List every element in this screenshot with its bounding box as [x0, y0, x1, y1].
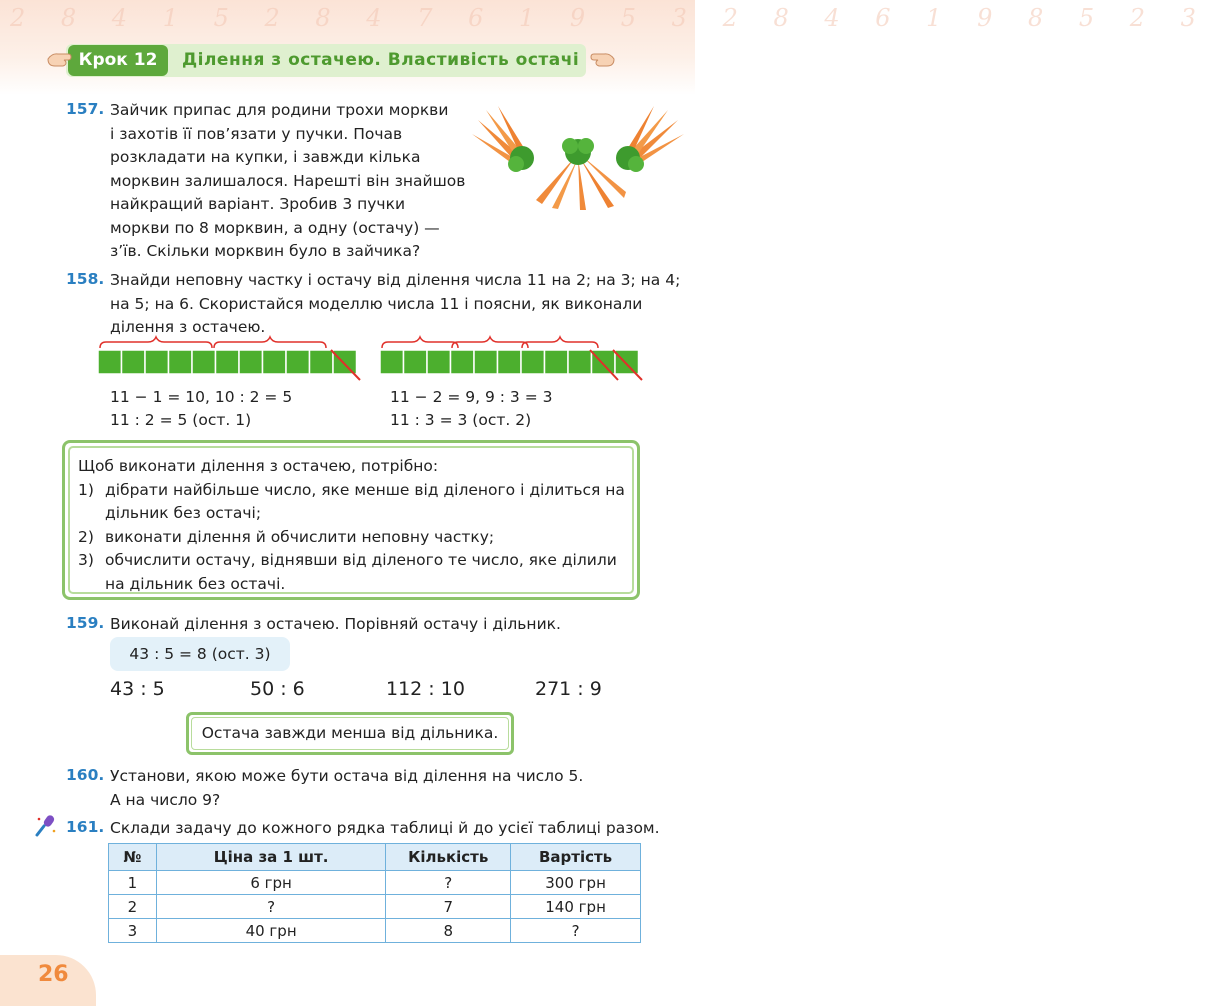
exercise-159-text	[110, 613, 561, 637]
left-model-equation-2: 11 : 2 = 5 (ост. 1)	[110, 411, 252, 429]
rule-item-3	[78, 549, 623, 596]
rule-item-2	[78, 526, 623, 550]
column-header: Кількість	[386, 844, 511, 871]
pointing-hand-left-icon	[44, 45, 74, 75]
table-cell: 1	[109, 871, 157, 895]
task-1: 43 : 5	[110, 678, 165, 700]
rule-item-number: 2)	[78, 527, 94, 546]
rule-item-number: 1)	[78, 480, 94, 499]
example-pill: 43 : 5 = 8 (ост. 3)	[110, 637, 290, 671]
task-2: 50 : 6	[250, 678, 305, 700]
exercise-161-text	[110, 817, 660, 841]
carrot-bunch-middle	[536, 138, 626, 210]
exercise-number-157: 157.	[66, 100, 105, 118]
text-line: виконати ділення й обчислити неповну частку;	[105, 527, 495, 546]
exercise-number-161: 161.	[66, 818, 105, 836]
table-cell: ?	[386, 871, 511, 895]
column-header: Ціна за 1 шт.	[156, 844, 385, 871]
division-rule	[78, 455, 623, 596]
table-row	[109, 895, 641, 919]
text-line: Склади задачу до кожного рядка таблиці й до усієї таблиці разом.	[110, 819, 660, 837]
table-cell: 3	[109, 919, 157, 943]
text-line: Виконай ділення з остачею. Порівняй остачу і дільник.	[110, 615, 561, 633]
column-header: №	[109, 844, 157, 871]
table-cell: 6 грн	[156, 871, 385, 895]
table-cell: 300 грн	[511, 871, 641, 895]
number-11-model-div-3	[378, 336, 644, 384]
text-line: морквин залишалося. Нарешті він знайшов	[110, 171, 466, 190]
text-line: з’їв. Скільки морквин було в зайчика?	[110, 242, 421, 260]
remainder-note: Остача завжди менша від дільника.	[191, 717, 509, 750]
background-digits: 2 8 4 1 5 2 8 4 7 6 1 9 5 3 2 8 4 6 1 9 8 5 2 3	[10, 4, 1210, 32]
text-line: ділення з остачею.	[110, 318, 266, 336]
pointing-hand-right-icon	[588, 45, 618, 75]
task-4: 271 : 9	[535, 678, 602, 700]
carrot-bunches-illustration	[468, 100, 688, 210]
text-line: обчислити остачу, віднявши від діленого те число, яке ділили	[105, 551, 617, 569]
column-header: Вартість	[511, 844, 641, 871]
table-row	[109, 871, 641, 895]
text-line: розкладати на купки, і завжди кілька	[110, 148, 421, 166]
text-line: найкращий варіант. Зробив 3 пучки	[110, 195, 406, 213]
left-model-equation-1: 11 − 1 = 10, 10 : 2 = 5	[110, 388, 293, 406]
table-cell: 2	[109, 895, 157, 919]
step-badge: Крок 12	[68, 45, 168, 76]
rule-intro: Щоб виконати ділення з остачею, потрібно:	[78, 457, 439, 475]
exercise-number-158: 158.	[66, 270, 105, 288]
text-line: Установи, якою може бути остача від ділення на число 5.	[110, 767, 584, 785]
text-line: Знайди неповну частку і остачу від ділення числа 11 на 2; на 3; на 4;	[110, 271, 681, 289]
table-cell: 8	[386, 919, 511, 943]
text-line: на дільник без остачі.	[105, 574, 286, 593]
exercise-160-text	[110, 765, 583, 812]
table-cell: 7	[386, 895, 511, 919]
rule-item-number: 3)	[78, 551, 94, 569]
text-line: дільник без остачі;	[105, 504, 262, 522]
table-cell: ?	[156, 895, 385, 919]
task-3: 112 : 10	[386, 678, 465, 700]
exercise-number-159: 159.	[66, 614, 105, 632]
rule-item-1	[78, 479, 623, 526]
text-line: А на число 9?	[110, 790, 221, 809]
microphone-icon	[34, 813, 58, 837]
table-cell: ?	[511, 919, 641, 943]
exercise-158-text	[110, 269, 680, 340]
text-line: Зайчик припас для родини трохи моркви	[110, 101, 449, 119]
table-header-row	[109, 844, 641, 871]
exercise-157-text	[110, 99, 465, 264]
price-table	[108, 843, 641, 943]
table-cell: 140 грн	[511, 895, 641, 919]
right-model-equation-1: 11 − 2 = 9, 9 : 3 = 3	[390, 388, 553, 406]
text-line: і захотів її пов’язати у пучки. Почав	[110, 124, 403, 143]
lesson-title: Ділення з остачею. Властивість остачі	[182, 50, 580, 70]
exercise-number-160: 160.	[66, 766, 105, 784]
carrot-bunch-right	[616, 106, 684, 172]
table-cell: 40 грн	[156, 919, 385, 943]
text-line: моркви по 8 морквин, а одну (остачу) —	[110, 218, 440, 237]
right-model-equation-2: 11 : 3 = 3 (ост. 2)	[390, 411, 532, 429]
table-row	[109, 919, 641, 943]
text-line: дібрати найбільше число, яке менше від діленого і ділиться на	[105, 480, 625, 499]
number-11-model-div-2	[96, 336, 362, 384]
page-number: 26	[38, 962, 69, 987]
carrot-bunch-left	[472, 106, 534, 172]
text-line: на 5; на 6. Скористайся моделлю числа 11 і поясни, як виконали	[110, 294, 643, 313]
